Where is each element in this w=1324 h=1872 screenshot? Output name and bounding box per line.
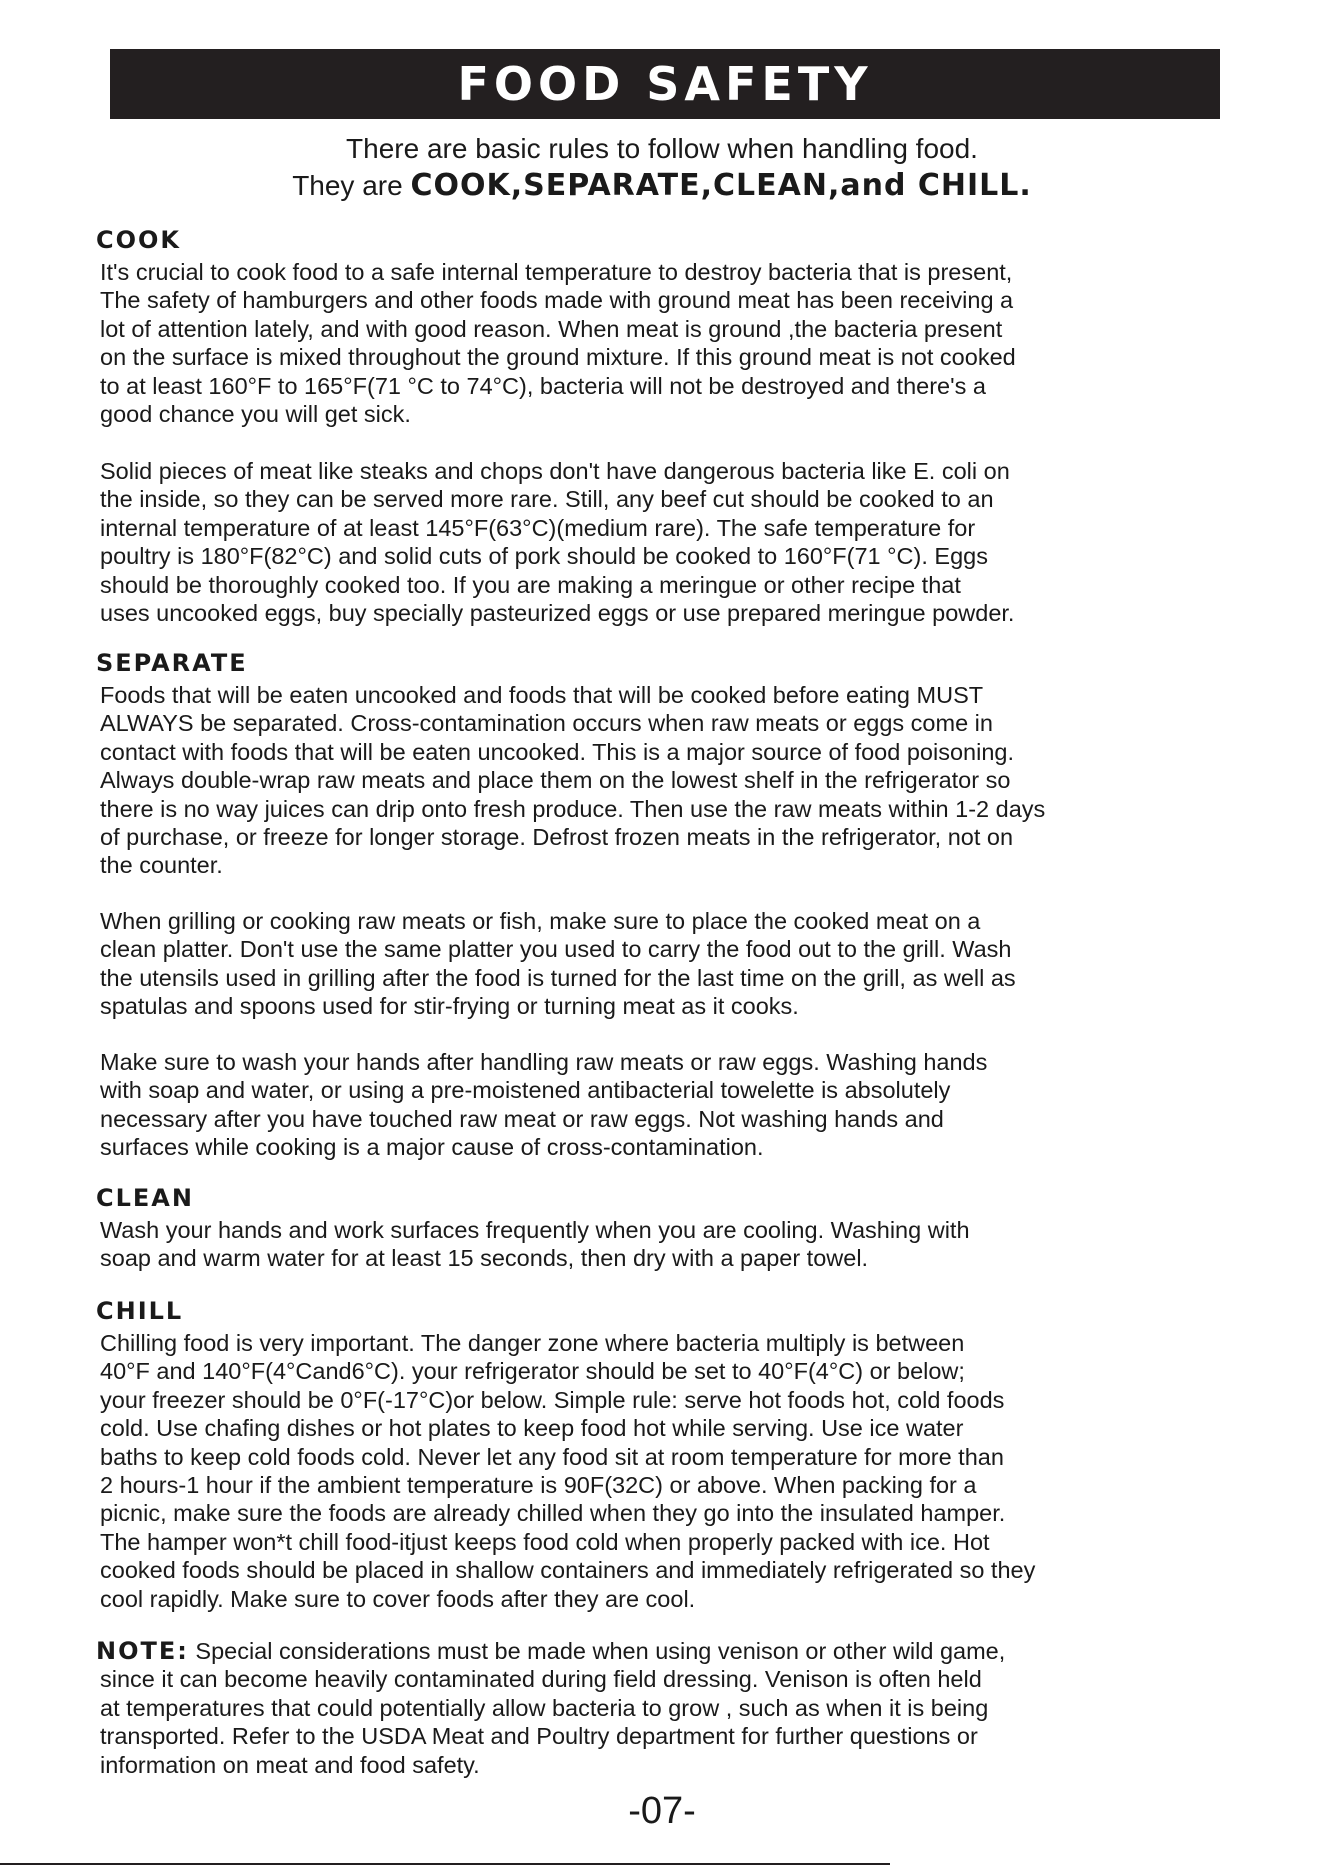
text-line: The hamper won*t chill food-itjust keeps food cold when properly packed with ice. Hot — [100, 1528, 990, 1555]
separate-paragraph-2 — [100, 907, 1016, 1021]
heading-separate: SEPARATE — [96, 649, 248, 677]
text-line: Make sure to wash your hands after handling raw meats or raw eggs. Washing hands — [100, 1049, 988, 1075]
cook-paragraph-2 — [100, 457, 1014, 627]
heading-chill: CHILL — [96, 1297, 184, 1325]
text-line: Chilling food is very important. The danger zone where bacteria multiply is between — [100, 1330, 965, 1356]
text-line: since it can become heavily contaminated during field dressing. Venison is often held — [100, 1666, 982, 1693]
intro-line-2 — [0, 168, 1324, 203]
text-line: necessary after you have touched raw meat or raw eggs. Not washing hands and — [100, 1105, 944, 1132]
text-line: Solid pieces of meat like steaks and chops don't have dangerous bacteria like E. coli on — [100, 458, 1010, 484]
text-line: baths to keep cold foods cold. Never let any food sit at room temperature for more than — [100, 1443, 1004, 1470]
text-line: to at least 160°F to 165°F(71 °C to 74°C), bacteria will not be destroyed and there's a — [100, 372, 986, 399]
text-line: lot of attention lately, and with good reason. When meat is ground ,the bacteria present — [100, 315, 1003, 342]
page-title: FOOD SAFETY — [457, 57, 873, 111]
text-line: cooked foods should be placed in shallow containers and immediately refrigerated so they — [100, 1557, 1036, 1584]
text-line: surfaces while cooking is a major cause of cross-contamination. — [100, 1134, 764, 1161]
text-line: good chance you will get sick. — [100, 401, 411, 428]
intro-line-1: There are basic rules to follow when handling food. — [346, 133, 978, 164]
text-line: 40°F and 140°F(4°Cand6°C). your refrigerator should be set to 40°F(4°C) or below; — [100, 1358, 965, 1385]
intro-prefix: They are — [292, 170, 411, 201]
text-line: Wash your hands and work surfaces frequently when you are cooling. Washing with — [100, 1217, 970, 1243]
clean-paragraph — [100, 1216, 970, 1273]
text-line: Always double-wrap raw meats and place them on the lowest shelf in the refrigerator so — [100, 767, 1011, 794]
cook-paragraph-1 — [100, 258, 1016, 428]
text-line: cold. Use chafing dishes or hot plates to keep food hot while serving. Use ice water — [100, 1415, 964, 1442]
text-line: clean platter. Don't use the same platter you used to carry the food out to the grill. Wash — [100, 936, 1012, 963]
text-line: cool rapidly. Make sure to cover foods after they are cool. — [100, 1585, 696, 1612]
text-line: your freezer should be 0°F(-17°C)or below. Simple rule: serve hot foods hot, cold foods — [100, 1386, 1005, 1413]
text-line: It's crucial to cook food to a safe internal temperature to destroy bacteria that is present, — [100, 259, 1013, 285]
text-line: should be thoroughly cooked too. If you are making a meringue or other recipe that — [100, 571, 961, 598]
text-line: the counter. — [100, 852, 223, 879]
note-paragraph — [96, 1637, 1005, 1779]
note-label: NOTE: — [96, 1637, 189, 1665]
text-line: on the surface is mixed throughout the ground mixture. If this ground meat is not cooked — [100, 344, 1016, 371]
bottom-rule — [0, 1863, 890, 1865]
text-line: The safety of hamburgers and other foods made with ground meat has been receiving a — [100, 287, 1014, 314]
text-line: of purchase, or freeze for longer storage. Defrost frozen meats in the refrigerator, not on — [100, 824, 1014, 851]
text-line: 2 hours-1 hour if the ambient temperature is 90F(32C) or above. When packing for a — [100, 1472, 977, 1499]
text-line: transported. Refer to the USDA Meat and Poultry department for further questions or — [100, 1723, 978, 1750]
text-line: contact with foods that will be eaten uncooked. This is a major source of food poisoning. — [100, 738, 1014, 765]
separate-paragraph-1 — [100, 681, 1045, 880]
text-line: soap and warm water for at least 15 seconds, then dry with a paper towel. — [100, 1245, 869, 1272]
page-number: -07- — [628, 1790, 696, 1832]
heading-clean: CLEAN — [96, 1184, 194, 1212]
text-line: picnic, make sure the foods are already chilled when they go into the insulated hamper. — [100, 1500, 1006, 1527]
text-line: poultry is 180°F(82°C) and solid cuts of pork should be cooked to 160°F(71 °C). Eggs — [100, 543, 988, 570]
text-line: information on meat and food safety. — [100, 1751, 480, 1778]
note-first-line-text: Special considerations must be made when using venison or other wild game, — [188, 1638, 1006, 1664]
text-line: uses uncooked eggs, buy specially pasteurized eggs or use prepared meringue powder. — [100, 600, 1015, 627]
intro-rules: COOK,SEPARATE,CLEAN,and CHILL. — [410, 168, 1032, 203]
chill-paragraph — [100, 1329, 1035, 1613]
text-line: the utensils used in grilling after the food is turned for the last time on the grill, as well as — [100, 964, 1016, 991]
heading-cook: COOK — [96, 226, 182, 254]
text-line: there is no way juices can drip onto fresh produce. Then use the raw meats within 1-2 days — [100, 795, 1046, 822]
text-line: internal temperature of at least 145°F(63°C)(medium rare). The safe temperature for — [100, 514, 976, 541]
text-line: Foods that will be eaten uncooked and foods that will be cooked before eating MUST — [100, 682, 984, 708]
note-first-line — [96, 1637, 1005, 1665]
text-line: spatulas and spoons used for stir-frying or turning meat as it cooks. — [100, 993, 799, 1020]
title-banner — [110, 49, 1220, 119]
text-line: the inside, so they can be served more rare. Still, any beef cut should be cooked to an — [100, 486, 994, 513]
text-line: ALWAYS be separated. Cross-contamination occurs when raw meats or eggs come in — [100, 710, 993, 737]
text-line: When grilling or cooking raw meats or fish, make sure to place the cooked meat on a — [100, 908, 981, 934]
text-line: at temperatures that could potentially allow bacteria to grow , such as when it is being — [100, 1694, 989, 1721]
separate-paragraph-3 — [100, 1048, 987, 1162]
text-line: with soap and water, or using a pre-moistened antibacterial towelette is absolutely — [100, 1077, 951, 1104]
